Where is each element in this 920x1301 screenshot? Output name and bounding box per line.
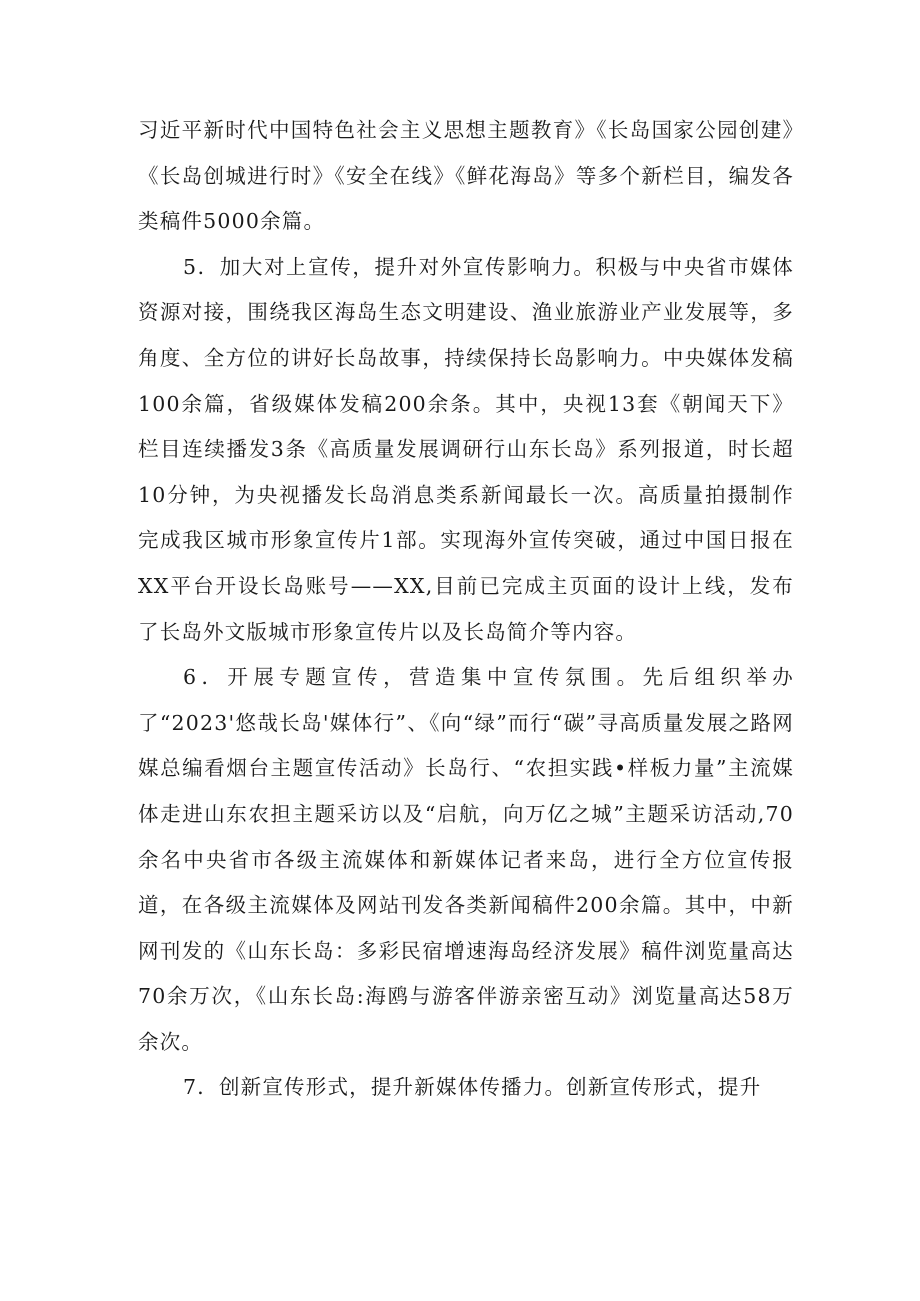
document-body [138,108,794,1111]
paragraph-item-7: 7．创新宣传形式，提升新媒体传播力。创新宣传形式，提升 [183,1075,762,1100]
paragraph-continuation: 习近平新时代中国特色社会主义思想主题教育》《长岛国家公园创建》《长岛创城进行时》《安全在线》《鲜花海岛》等多个新栏目，编发各类稿件5000余篇。 [138,118,794,234]
paragraph-item-6: 6．开展专题宣传，营造集中宣传氛围。先后组织举办了“2023'悠哉长岛'媒体行”、《向“绿”而行“碳”寻高质量发展之路网媒总编看烟台主题宣传活动》长岛行、“农担实践•样板力量”主流媒体走进山东农担主题采访以及“启航，向万亿之城”主题采访活动,70余名中央省市各级主流媒体和新媒体记者来岛，进行全方位宣传报道，在各级主流媒体及网站刊发各类新闻稿件200余篇。其中，中新网刊发的《山东长岛：多彩民宿增速海岛经济发展》稿件浏览量高达70余万次，《山东长岛:海鸥与游客伴游亲密互动》浏览量高达58万余次。 [138,665,794,1054]
paragraph-item-5: 5．加大对上宣传，提升对外宣传影响力。积极与中央省市媒体资源对接，围绕我区海岛生态文明建设、渔业旅游业产业发展等，多角度、全方位的讲好长岛故事，持续保持长岛影响力。中央媒体发稿100余篇，省级媒体发稿200余条。其中，央视13套《朝闻天下》栏目连续播发3条《高质量发展调研行山东长岛》系列报道，时长超10分钟，为央视播发长岛消息类系新闻最长一次。高质量拍摄制作完成我区城市形象宣传片1部。实现海外宣传突破，通过中国日报在XX平台开设长岛账号——XX,目前已完成主页面的设计上线，发布了长岛外文版城市形象宣传片以及长岛简介等内容。 [138,254,794,644]
